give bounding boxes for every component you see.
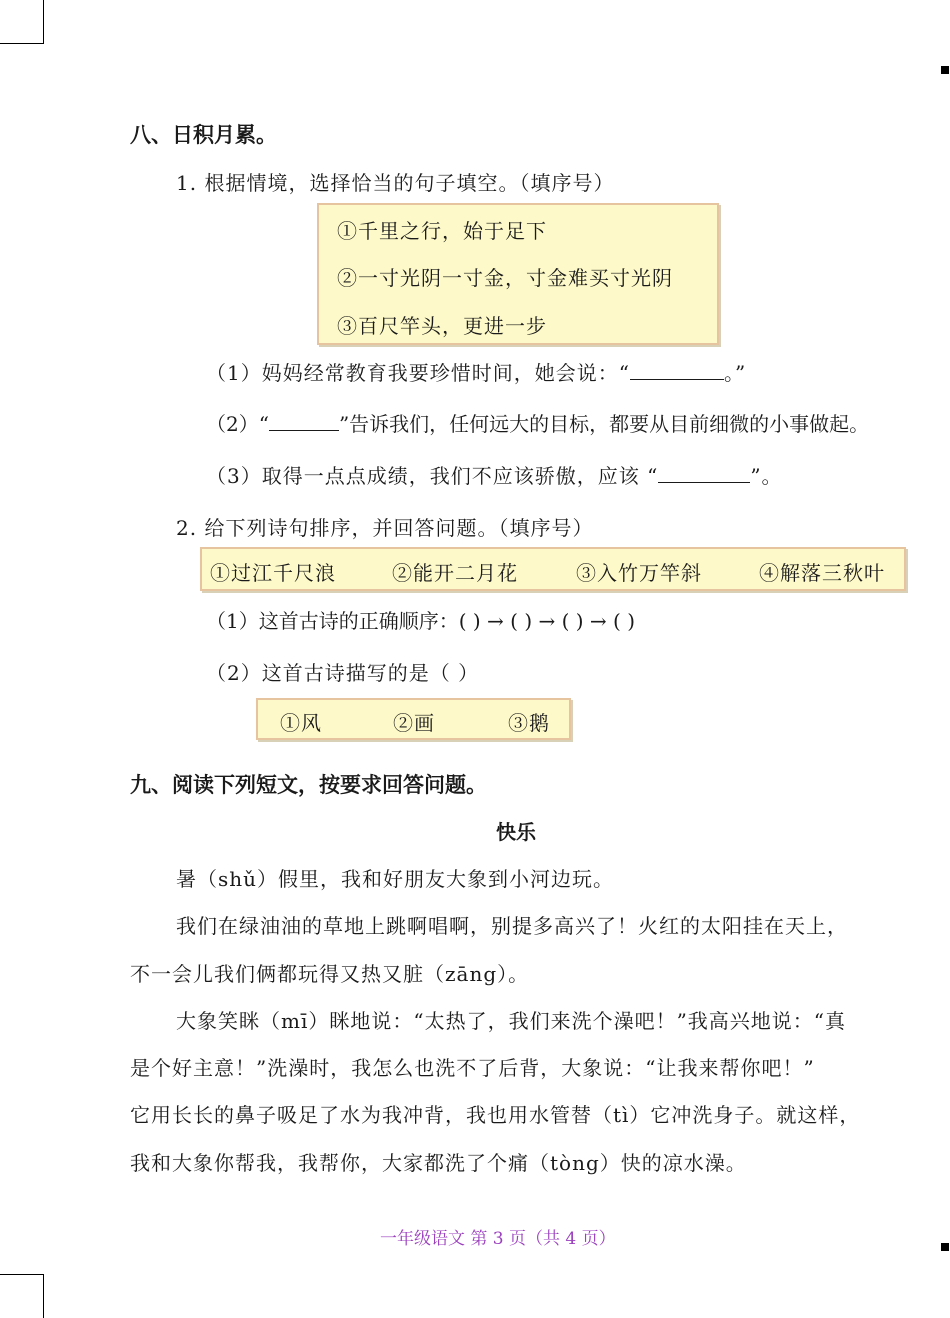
q2-describe-question: （2）这首古诗描写的是（ ） <box>206 661 480 685</box>
q1-option-2: ②一寸光阴一寸金，寸金难买寸光阴 <box>337 266 673 290</box>
registration-mark-top-right <box>941 66 949 74</box>
q1-option-3: ③百尺竿头，更进一步 <box>337 314 547 338</box>
page-footer: 一年级语文 第 3 页（共 4 页） <box>380 1229 616 1249</box>
q2-prompt: 2. 给下列诗句排序，并回答问题。（填序号） <box>176 516 594 540</box>
q1-item-1 <box>206 357 746 386</box>
story-line-7: 我和大象你帮我，我帮你，大家都洗了个痛（tòng）快的凉水澡。 <box>130 1151 747 1175</box>
q1-option-1: ①千里之行，始于足下 <box>337 219 547 243</box>
q1-item-3 <box>206 460 783 489</box>
crop-mark-top-left-v <box>43 0 44 44</box>
section-9-title: 九、阅读下列短文，按要求回答问题。 <box>130 773 487 797</box>
poem-line-2: ②能开二月花 <box>392 561 518 585</box>
choice-3: ③鹅 <box>508 711 550 735</box>
choice-1: ①风 <box>280 711 322 735</box>
story-line-3: 不一会儿我们俩都玩得又热又脏（zāng）。 <box>130 962 530 986</box>
story-title: 快乐 <box>496 820 536 844</box>
story-line-5: 是个好主意！”洗澡时，我怎么也洗不了后背，大象说：“让我来帮你吧！” <box>130 1056 815 1080</box>
crop-mark-bottom-left-h <box>0 1274 44 1275</box>
q2-poem-box <box>200 547 906 591</box>
registration-mark-bottom-right <box>941 1243 949 1251</box>
q1-options-box <box>317 203 719 345</box>
answer-blank[interactable] <box>630 363 724 380</box>
crop-mark-bottom-left-v <box>43 1274 44 1318</box>
poem-line-1: ①过江千尺浪 <box>210 561 336 585</box>
q1-item-2 <box>206 408 869 437</box>
poem-line-4: ④解落三秋叶 <box>759 561 885 585</box>
crop-mark-top-left-h <box>0 43 44 44</box>
q1-item-2-after: ”告诉我们，任何远大的目标，都要从目前细微的小事做起。 <box>338 412 870 436</box>
section-8-title: 八、日积月累。 <box>130 123 277 147</box>
answer-blank[interactable] <box>269 414 339 431</box>
q2-order-question: （1）这首古诗的正确顺序：( ) → ( ) → ( ) → ( ) <box>206 609 635 633</box>
q1-item-3-after: ”。 <box>750 464 783 488</box>
story-line-2: 我们在绿油油的草地上跳啊唱啊，别提多高兴了！火红的太阳挂在天上， <box>176 914 848 938</box>
q1-item-3-before: （3）取得一点点成绩，我们不应该骄傲，应该 “ <box>206 464 659 488</box>
answer-blank[interactable] <box>658 466 750 483</box>
choice-2: ②画 <box>393 711 435 735</box>
q2-choices-box <box>256 698 571 740</box>
story-line-4: 大象笑眯（mī）眯地说：“太热了，我们来洗个澡吧！”我高兴地说：“真 <box>176 1009 847 1033</box>
q1-item-1-before: （1）妈妈经常教育我要珍惜时间，她会说：“ <box>206 361 630 385</box>
story-line-6: 它用长长的鼻子吸足了水为我冲背，我也用水管替（tì）它冲洗身子。就这样， <box>130 1103 861 1127</box>
q1-item-1-after: 。” <box>723 361 747 385</box>
q1-item-2-before: （2）“ <box>206 412 269 436</box>
poem-line-3: ③入竹万竿斜 <box>576 561 702 585</box>
q1-prompt: 1. 根据情境，选择恰当的句子填空。（填序号） <box>176 171 615 195</box>
story-line-1: 暑（shǔ）假里，我和好朋友大象到小河边玩。 <box>176 867 615 891</box>
